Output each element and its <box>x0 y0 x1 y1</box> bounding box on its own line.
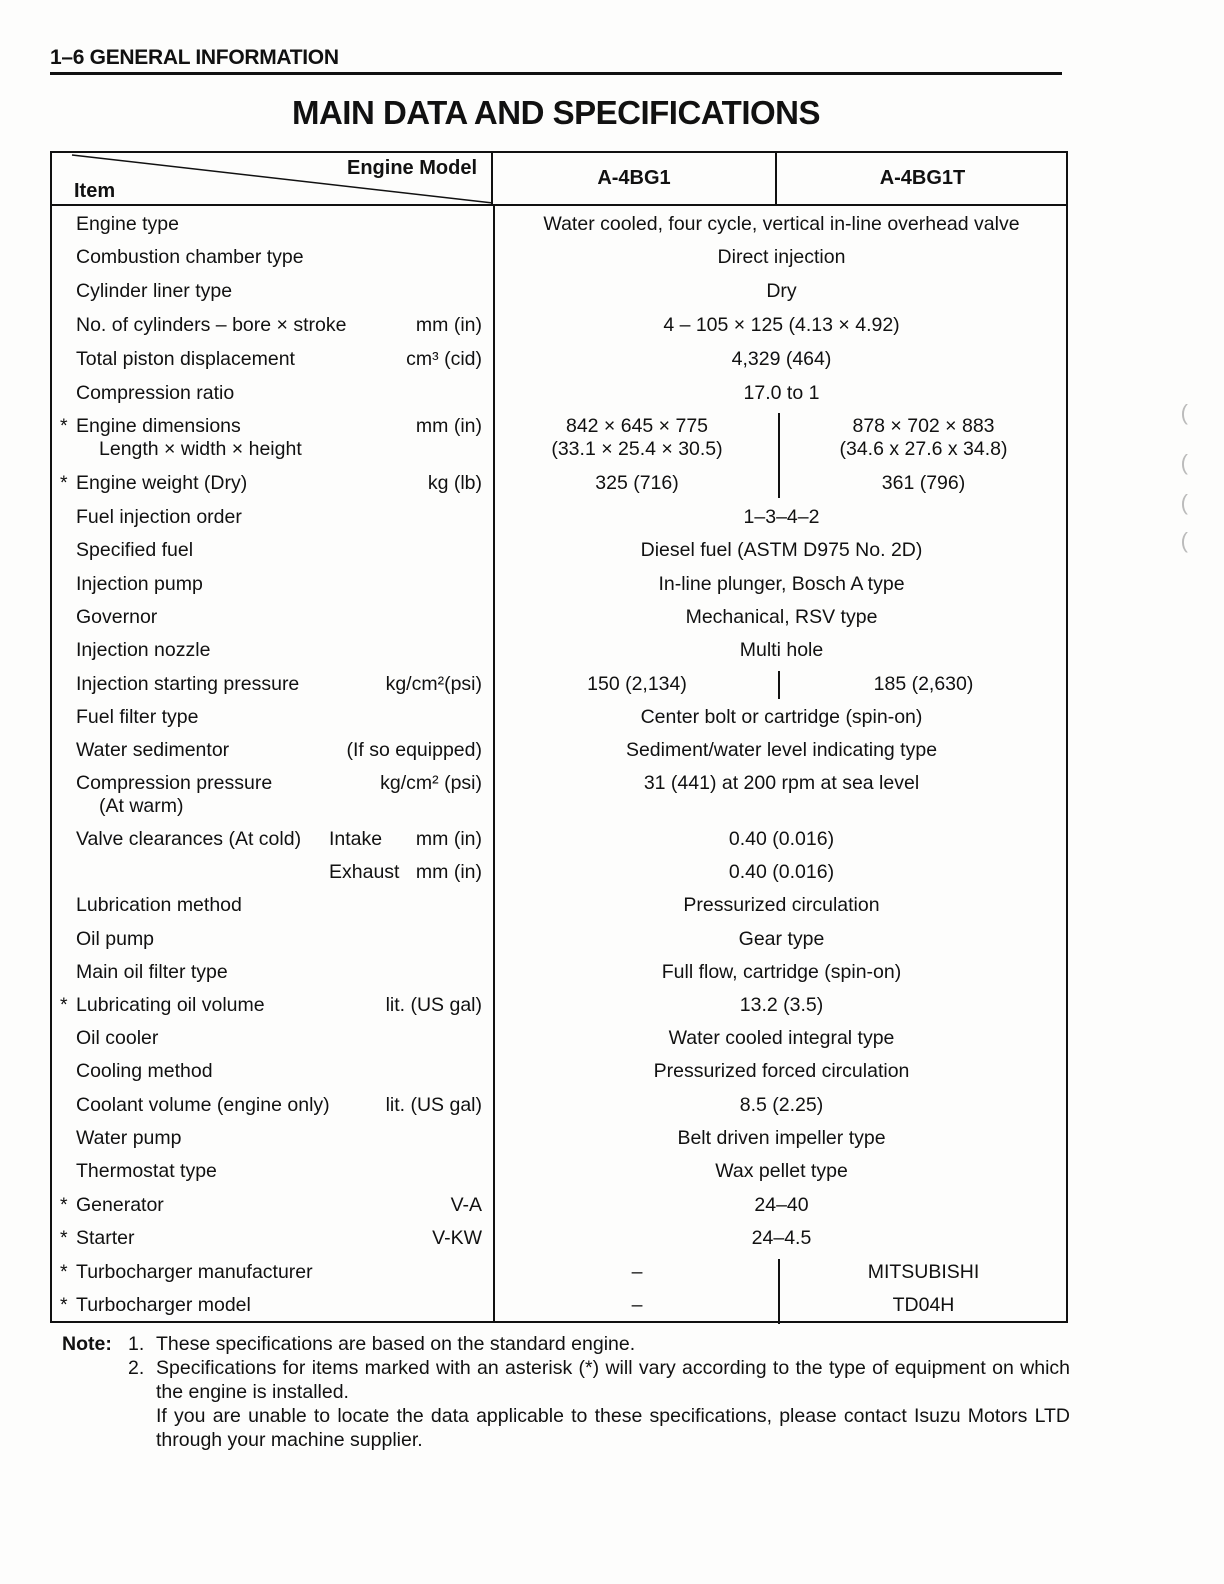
spec-unit: kg (lb) <box>427 472 482 494</box>
spec-unit: (If so equipped) <box>346 739 482 761</box>
spec-value-a4bg1t: 878 × 702 × 883 <box>852 415 995 437</box>
spec-value: Pressurized forced circulation <box>653 1060 910 1082</box>
spec-value-a4bg1t: TD04H <box>892 1294 955 1316</box>
note-label: Note: <box>62 1333 112 1355</box>
spec-unit: lit. (US gal) <box>385 1094 482 1116</box>
spec-value: Center bolt or cartridge (spin-on) <box>640 706 923 728</box>
spec-value: Sediment/water level indicating type <box>625 739 938 761</box>
spec-unit: mm (in) <box>415 861 482 883</box>
model-separator <box>778 671 780 699</box>
spec-item: Thermostat type <box>76 1160 217 1182</box>
spec-item: Injection pump <box>76 573 203 595</box>
spec-item: Fuel injection order <box>76 506 242 528</box>
spec-value: Full flow, cartridge (spin-on) <box>661 961 902 983</box>
spec-item-detail: (At warm) <box>99 795 184 817</box>
spec-value-a4bg1: – <box>631 1261 643 1283</box>
spec-value: 4 – 105 × 125 (4.13 × 4.92) <box>663 314 900 336</box>
spec-value-a4bg1t: MITSUBISHI <box>867 1261 980 1283</box>
spec-subitem: Intake <box>329 828 383 850</box>
spec-unit: cm³ (cid) <box>406 348 482 370</box>
spec-value: 24–40 <box>754 1194 809 1216</box>
margin-mark: ( <box>1180 528 1188 553</box>
spec-item: Starter <box>76 1227 135 1249</box>
spec-item: Lubricating oil volume <box>76 994 265 1016</box>
spec-item: Cylinder liner type <box>76 280 233 302</box>
note-number: 2. <box>128 1357 145 1379</box>
spec-value-a4bg1: – <box>631 1294 643 1316</box>
spec-unit: kg/cm² (psi) <box>380 772 482 794</box>
spec-unit: mm (in) <box>415 415 482 437</box>
spec-item: Fuel filter type <box>76 706 199 728</box>
spec-item: Governor <box>76 606 158 628</box>
spec-value-a4bg1t: 185 (2,630) <box>873 673 974 695</box>
spec-item: Oil cooler <box>76 1027 159 1049</box>
margin-mark: ( <box>1180 490 1188 515</box>
spec-value-a4bg1: 325 (716) <box>595 472 679 494</box>
spec-value: Water cooled, four cycle, vertical in-line overhead valve <box>543 213 1020 235</box>
spec-value-a4bg1: 150 (2,134) <box>587 673 687 695</box>
column-divider <box>493 204 495 1323</box>
model-separator <box>778 1292 780 1324</box>
spec-value: 8.5 (2.25) <box>739 1094 824 1116</box>
spec-unit: mm (in) <box>415 828 482 850</box>
note-number: 1. <box>128 1333 145 1355</box>
spec-value-a4bg1: (33.1 × 25.4 × 30.5) <box>551 438 723 460</box>
spec-item: Engine type <box>76 213 179 235</box>
spec-item: Combustion chamber type <box>76 246 304 268</box>
spec-table <box>50 151 1068 1323</box>
spec-value: Water cooled integral type <box>668 1027 895 1049</box>
asterisk-marker: * <box>60 415 68 437</box>
spec-item: Lubrication method <box>76 894 242 916</box>
table-header <box>52 153 1066 206</box>
spec-item: Valve clearances (At cold) <box>76 828 302 850</box>
page-title: MAIN DATA AND SPECIFICATIONS <box>291 94 821 131</box>
asterisk-marker: * <box>60 994 68 1016</box>
spec-item: Cooling method <box>76 1060 213 1082</box>
spec-unit: lit. (US gal) <box>385 994 482 1016</box>
spec-value: Direct injection <box>717 246 846 268</box>
asterisk-marker: * <box>60 1194 68 1216</box>
model-header-a4bg1: A-4BG1 <box>493 153 777 204</box>
spec-item: No. of cylinders – bore × stroke <box>76 314 347 336</box>
asterisk-marker: * <box>60 472 68 494</box>
spec-item: Water pump <box>76 1127 182 1149</box>
spec-unit: V-KW <box>432 1227 482 1249</box>
spec-item: Engine dimensions <box>76 415 241 437</box>
spec-subitem: Exhaust <box>329 861 400 883</box>
spec-item: Injection starting pressure <box>76 673 300 695</box>
spec-value: Dry <box>766 280 797 302</box>
note-text: These specifications are based on the standard engine. <box>156 1333 636 1355</box>
spec-item: Oil pump <box>76 928 155 950</box>
spec-item: Generator <box>76 1194 164 1216</box>
spec-value: 1–3–4–2 <box>743 506 820 528</box>
spec-value: 13.2 (3.5) <box>739 994 824 1016</box>
spec-value: 0.40 (0.016) <box>728 861 835 883</box>
spec-item: Turbocharger model <box>76 1294 251 1316</box>
asterisk-marker: * <box>60 1261 68 1283</box>
spec-value: Gear type <box>738 928 825 950</box>
section-header: 1–6 GENERAL INFORMATION <box>50 46 1062 75</box>
note-text: If you are unable to locate the data applicable to these specifications, please contact Isuzu Motors LTD through your machine supplier. <box>156 1405 1070 1451</box>
model-separator <box>778 470 780 498</box>
spec-value: 31 (441) at 200 rpm at sea level <box>643 772 920 794</box>
spec-value: 24–4.5 <box>751 1227 812 1249</box>
spec-value: Multi hole <box>739 639 824 661</box>
spec-item: Engine weight (Dry) <box>76 472 248 494</box>
spec-value-a4bg1t: 361 (796) <box>881 472 966 494</box>
spec-item: Main oil filter type <box>76 961 228 983</box>
spec-item: Turbocharger manufacturer <box>76 1261 313 1283</box>
spec-value: In-line plunger, Bosch A type <box>658 573 905 595</box>
note-text: Specifications for items marked with an asterisk (*) will vary according to the type of equipment on which the engine is installed. <box>156 1357 1070 1403</box>
asterisk-marker: * <box>60 1294 68 1316</box>
item-label: Item <box>74 180 116 202</box>
spec-item: Coolant volume (engine only) <box>76 1094 330 1116</box>
model-header-a4bg1t: A-4BG1T <box>879 167 966 189</box>
margin-mark: ( <box>1180 400 1188 425</box>
spec-item: Injection nozzle <box>76 639 211 661</box>
spec-item: Compression ratio <box>76 382 235 404</box>
spec-value: Diesel fuel (ASTM D975 No. 2D) <box>640 539 923 561</box>
spec-value: Wax pellet type <box>715 1160 848 1182</box>
spec-unit: kg/cm²(psi) <box>385 673 482 695</box>
spec-value: Pressurized circulation <box>683 894 880 916</box>
spec-item: Compression pressure <box>76 772 273 794</box>
spec-value: 17.0 to 1 <box>743 382 820 404</box>
spec-item: Water sedimentor <box>76 739 230 761</box>
spec-value: 4,329 (464) <box>731 348 832 370</box>
spec-item: Total piston displacement <box>76 348 295 370</box>
engine-model-label: Engine Model <box>347 157 477 179</box>
spec-item: Specified fuel <box>76 539 194 561</box>
spec-unit: mm (in) <box>415 314 482 336</box>
spec-item-detail: Length × width × height <box>99 438 302 460</box>
spec-value-a4bg1t: (34.6 x 27.6 x 34.8) <box>839 438 1008 460</box>
spec-value: Belt driven impeller type <box>677 1127 886 1149</box>
spec-value-a4bg1: 842 × 645 × 775 <box>565 415 709 437</box>
spec-unit: V-A <box>450 1194 482 1216</box>
spec-value: Mechanical, RSV type <box>685 606 878 628</box>
asterisk-marker: * <box>60 1227 68 1249</box>
spec-value: 0.40 (0.016) <box>728 828 835 850</box>
header-item-cell <box>52 153 493 204</box>
margin-mark: ( <box>1180 450 1188 475</box>
